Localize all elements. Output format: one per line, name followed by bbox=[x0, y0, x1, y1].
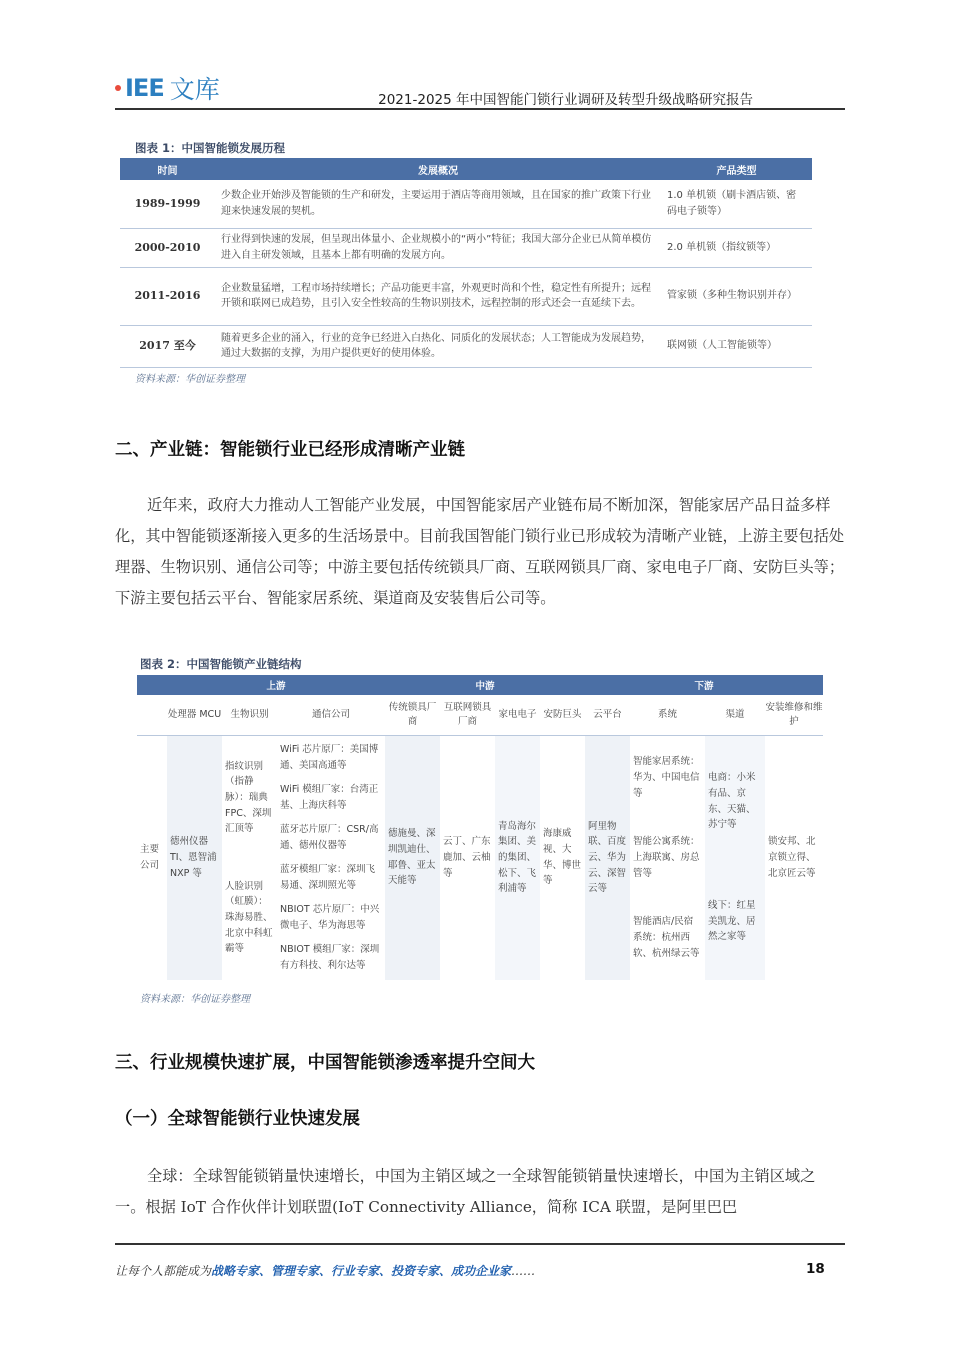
comm-item: NBIOT 模组厂家：深圳有方科技、利尔达等 bbox=[280, 944, 380, 971]
period-cell: 2017 至今 bbox=[120, 325, 215, 367]
cell-processor: 德州仪器 TI、恩智浦 NXP 等 bbox=[167, 735, 222, 980]
figure1-source: 资料来源：华创证券整理 bbox=[135, 374, 245, 385]
description-cell: 企业数量猛增，工程市场持续增长；产品功能更丰富，外观更时尚和个性，稳定性有所提升；远程开锁和联网已成趋势，且引入安全性较高的生物识别技术，远程控制的形式还会一直延续下去。 bbox=[215, 267, 661, 325]
footer-suffix: …… bbox=[511, 1264, 536, 1278]
comm-item: 蓝牙芯片原厂：CSR/高通、德州仪器等 bbox=[280, 824, 379, 851]
table-row bbox=[120, 180, 812, 228]
comm-item: 蓝牙模组厂家：深圳飞易通、深圳照光等 bbox=[280, 864, 376, 891]
table-row bbox=[120, 228, 812, 267]
page-number: 18 bbox=[806, 1261, 825, 1277]
corner-cell bbox=[137, 695, 167, 735]
subheader-cloud: 云平台 bbox=[585, 695, 630, 735]
description-cell: 少数企业开始涉及智能锁的生产和研发，主要运用于酒店等商用领域，且在国家的推广政策下行业迎来快速发展的契机。 bbox=[215, 180, 661, 228]
figure2-table bbox=[137, 675, 823, 980]
subheader-net: 互联网锁具厂商 bbox=[440, 695, 495, 735]
logo bbox=[115, 70, 220, 106]
subheader-row bbox=[137, 695, 823, 735]
section3-heading: 三、行业规模快速扩展，中国智能锁渗透率提升空间大 bbox=[115, 1053, 535, 1073]
footer-slogan bbox=[115, 1262, 535, 1279]
period-cell: 1989-1999 bbox=[120, 180, 215, 228]
system-item: 智能公寓系统：上海联寓、房总管等 bbox=[633, 836, 700, 879]
description-cell: 行业得到快速的发展，但呈现出体量小、企业规模小的“两小”特征；我国大部分企业已从简单模仿进入自主研发领域，且基本上都有明确的发展方向。 bbox=[215, 228, 661, 267]
cell-install: 锁安邦、北京锁立得、北京匠云等 bbox=[768, 836, 816, 879]
subheader-channel: 渠道 bbox=[705, 695, 765, 735]
period-cell: 2000-2010 bbox=[120, 228, 215, 267]
table-header-row bbox=[120, 158, 812, 180]
logo-dot-icon bbox=[115, 85, 121, 91]
product-cell: 2.0 单机锁（指纹锁等） bbox=[661, 228, 812, 267]
table-row bbox=[137, 735, 823, 980]
footer-highlight: 战略专家、管理专家、行业专家、投资专家、成功企业家 bbox=[211, 1264, 512, 1278]
page-header bbox=[115, 62, 845, 110]
cell-trad: 德施曼、深圳凯迪仕、耶鲁、亚太天能等 bbox=[385, 735, 440, 980]
cell-comm bbox=[277, 735, 385, 980]
subheader-processor: 处理器 MCU bbox=[167, 695, 222, 735]
bio-item: 人脸识别（虹膜）：珠海易胜、北京中科虹霸等 bbox=[225, 880, 273, 955]
footer-divider bbox=[115, 1243, 845, 1245]
footer-prefix: 让每个人都能成为 bbox=[115, 1264, 212, 1278]
column-header: 时间 bbox=[120, 158, 215, 180]
section2-paragraph: 近年来，政府大力推动人工智能产业发展，中国智能家居产业链布局不断加深，智能家居产品日益多样化，其中智能锁逐渐接入更多的生活场景中。目前我国智能门锁行业已形成较为清晰产业链，上游主要包括处理器、生物识别、通信公司等；中游主要包括传统锁具厂商、互联网锁具厂商、家电电子厂商、安防巨头等；下游主要包括云平台、智能家居系统、渠道商及安装售后公司等。 bbox=[115, 496, 844, 607]
section2-heading: 二、产业链：智能锁行业已经形成清晰产业链 bbox=[115, 440, 465, 460]
subheader-trad: 传统锁具厂商 bbox=[385, 695, 440, 735]
figure2-caption: 图表 2：中国智能锁产业链结构 bbox=[140, 657, 302, 671]
cell-appliance: 青岛海尔集团、美的集团、松下、飞利浦等 bbox=[495, 735, 540, 980]
cell-net: 云丁、广东鹿加、云柚等 bbox=[443, 836, 491, 879]
comm-item: WiFi 模组厂家：台湾正基、上海庆科等 bbox=[280, 784, 379, 811]
section-downstream: 下游 bbox=[585, 675, 823, 695]
row-label: 主要公司 bbox=[140, 844, 160, 871]
description-cell: 随着更多企业的涌入，行业的竞争已经进入白热化、同质化的发展状态；人工智能成为发展趋势，通过大数据的支撑，为用户提供更好的使用体验。 bbox=[215, 325, 661, 367]
product-cell: 管家锁（多种生物识别并存） bbox=[661, 267, 812, 325]
logo-text: 文库 bbox=[169, 75, 220, 104]
comm-item: NBIOT 芯片原厂：中兴微电子、华为海思等 bbox=[280, 904, 380, 931]
channel-item: 线下：红星美凯龙、居然之家等 bbox=[708, 900, 756, 943]
figure2-source: 资料来源：华创证券整理 bbox=[140, 994, 250, 1005]
corner-cell bbox=[137, 675, 167, 695]
period-cell: 2011-2016 bbox=[120, 267, 215, 325]
bio-item: 指纹识别（指静脉）：瑞典 FPC、深圳汇顶等 bbox=[225, 760, 272, 835]
subheader-security: 安防巨头 bbox=[540, 695, 585, 735]
figure1-table bbox=[120, 158, 812, 368]
section-upstream: 上游 bbox=[167, 675, 385, 695]
subheader-system: 系统 bbox=[630, 695, 705, 735]
table-row bbox=[120, 267, 812, 325]
section-header-row bbox=[137, 675, 823, 695]
system-item: 智能酒店/民宿系统：杭州西软、杭州绿云等 bbox=[633, 916, 700, 959]
table-row bbox=[120, 325, 812, 367]
column-header: 产品类型 bbox=[661, 158, 812, 180]
logo-mark: IEE bbox=[125, 74, 164, 102]
cell-cloud: 阿里物联、百度云、华为云、深智云等 bbox=[585, 735, 630, 980]
subheader-comm: 通信公司 bbox=[277, 695, 385, 735]
report-title: 2021-2025 年中国智能门锁行业调研及转型升级战略研究报告 bbox=[378, 92, 753, 108]
cell-channel bbox=[705, 735, 765, 980]
cell-bio bbox=[222, 735, 277, 980]
figure1-caption: 图表 1：中国智能锁发展历程 bbox=[135, 141, 286, 155]
cell-system bbox=[630, 735, 705, 980]
section3-paragraph: 全球：全球智能锁销量快速增长，中国为主销区域之一全球智能锁销量快速增长，中国为主销区域之一。根据 IoT 合作伙伴计划联盟(IoT Connectivity Alliance，简称 ICA 联盟，是阿里巴巴 bbox=[115, 1167, 816, 1216]
comm-item: WiFi 芯片原厂：美国博通、美国高通等 bbox=[280, 744, 379, 771]
subheader-bio: 生物识别 bbox=[222, 695, 277, 735]
subheader-install: 安装维修和维护 bbox=[765, 695, 823, 735]
section3-subheading: （一）全球智能锁行业快速发展 bbox=[115, 1109, 360, 1129]
header-divider bbox=[115, 108, 845, 110]
system-item: 智能家居系统：华为、中国电信等 bbox=[633, 756, 700, 799]
section-midstream: 中游 bbox=[385, 675, 585, 695]
channel-item: 电商：小米有品、京东、天猫、苏宁等 bbox=[708, 772, 756, 831]
product-cell: 1.0 单机锁（刷卡酒店锁、密码电子锁等） bbox=[661, 180, 812, 228]
cell-security: 海康威视、大华、博世等 bbox=[543, 828, 582, 887]
column-header: 发展概况 bbox=[215, 158, 661, 180]
subheader-appliance: 家电电子 bbox=[495, 695, 540, 735]
product-cell: 联网锁（人工智能锁等） bbox=[661, 325, 812, 367]
